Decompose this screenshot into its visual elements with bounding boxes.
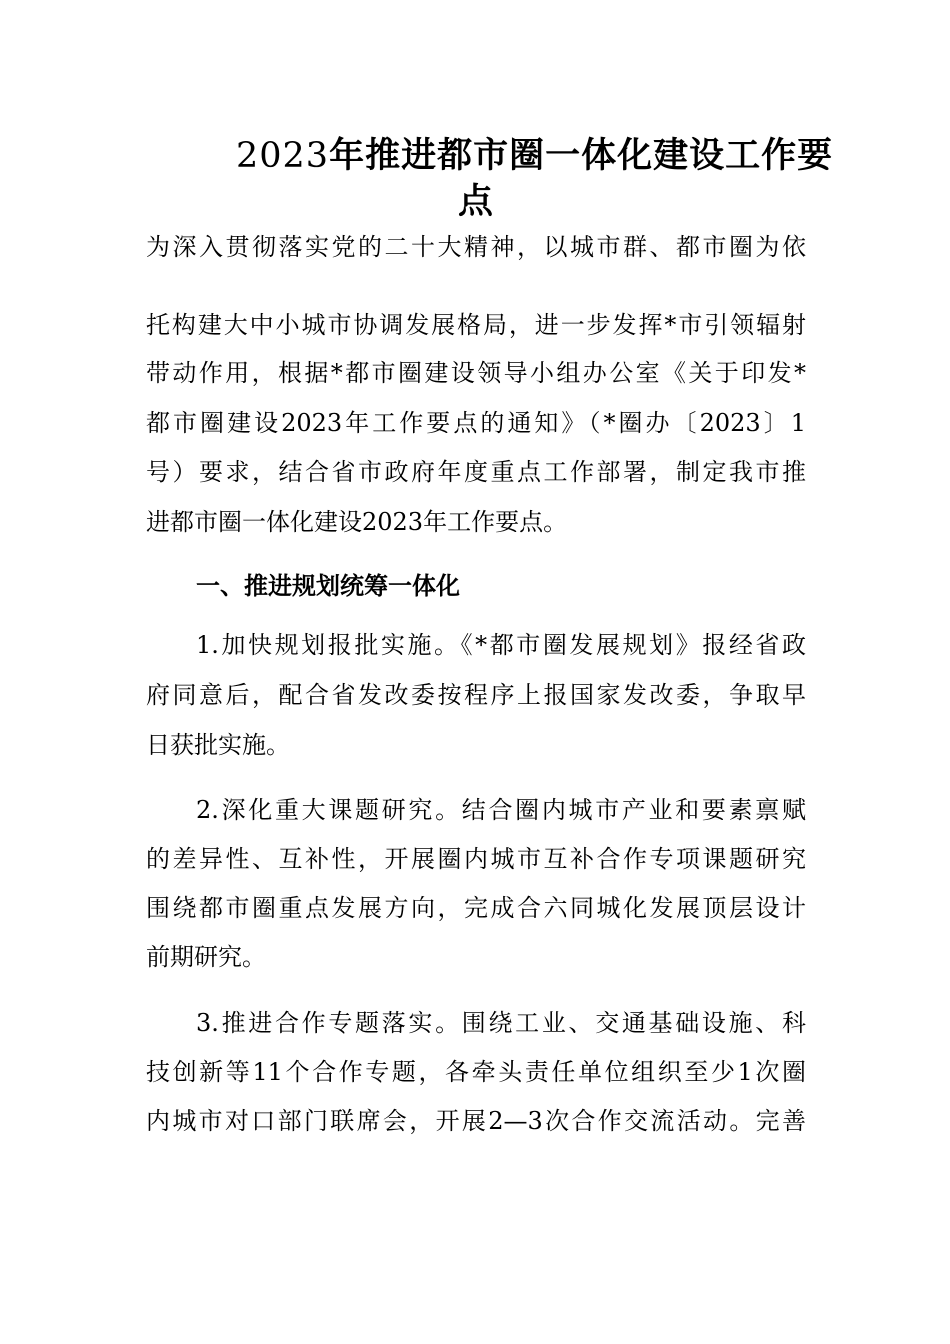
item1-line-3: 日获批实施。 [146, 731, 290, 759]
document-title-line-2: 点 [457, 181, 494, 222]
document-title-line-1 [236, 128, 834, 178]
title-text: 年推进都市圈一体化建设工作要 [329, 135, 834, 176]
item1-line-1: 1.加快规划报批实施。《*都市圈发展规划》报经省政 [196, 631, 806, 659]
intro-line-6: 进都市圈一体化建设2023年工作要点。 [146, 508, 568, 536]
item2-line-4: 前期研究。 [146, 943, 266, 971]
item3-line-3: 内城市对口部门联席会，开展2—3次合作交流活动。完善 [146, 1107, 806, 1135]
item3-line-2: 技创新等11个合作专题，各牵头责任单位组织至少1次圈 [146, 1058, 806, 1086]
section-heading-1: 一、推进规划统筹一体化 [196, 571, 460, 600]
intro-line-2: 托构建大中小城市协调发展格局，进一步发挥*市引领辐射 [146, 311, 806, 339]
intro-line-3: 带动作用，根据*都市圈建设领导小组办公室《关于印发* [146, 359, 806, 387]
item2-line-2: 的差异性、互补性，开展圈内城市互补合作专项课题研究 [146, 845, 806, 873]
intro-line-4: 都市圈建设2023年工作要点的通知》（*圈办〔2023〕1 [146, 409, 806, 437]
item1-line-2: 府同意后，配合省发改委按程序上报国家发改委，争取早 [146, 681, 806, 709]
item2-line-1: 2.深化重大课题研究。结合圈内城市产业和要素禀赋 [196, 796, 806, 824]
intro-line-1: 为深入贯彻落实党的二十大精神，以城市群、都市圈为依 [146, 233, 806, 261]
item2-line-3: 围绕都市圈重点发展方向，完成合六同城化发展顶层设计 [146, 894, 806, 922]
intro-line-5: 号）要求，结合省市政府年度重点工作部署，制定我市推 [146, 458, 806, 486]
item3-line-1: 3.推进合作专题落实。围绕工业、交通基础设施、科 [196, 1009, 806, 1037]
title-year: 2023 [236, 136, 330, 176]
